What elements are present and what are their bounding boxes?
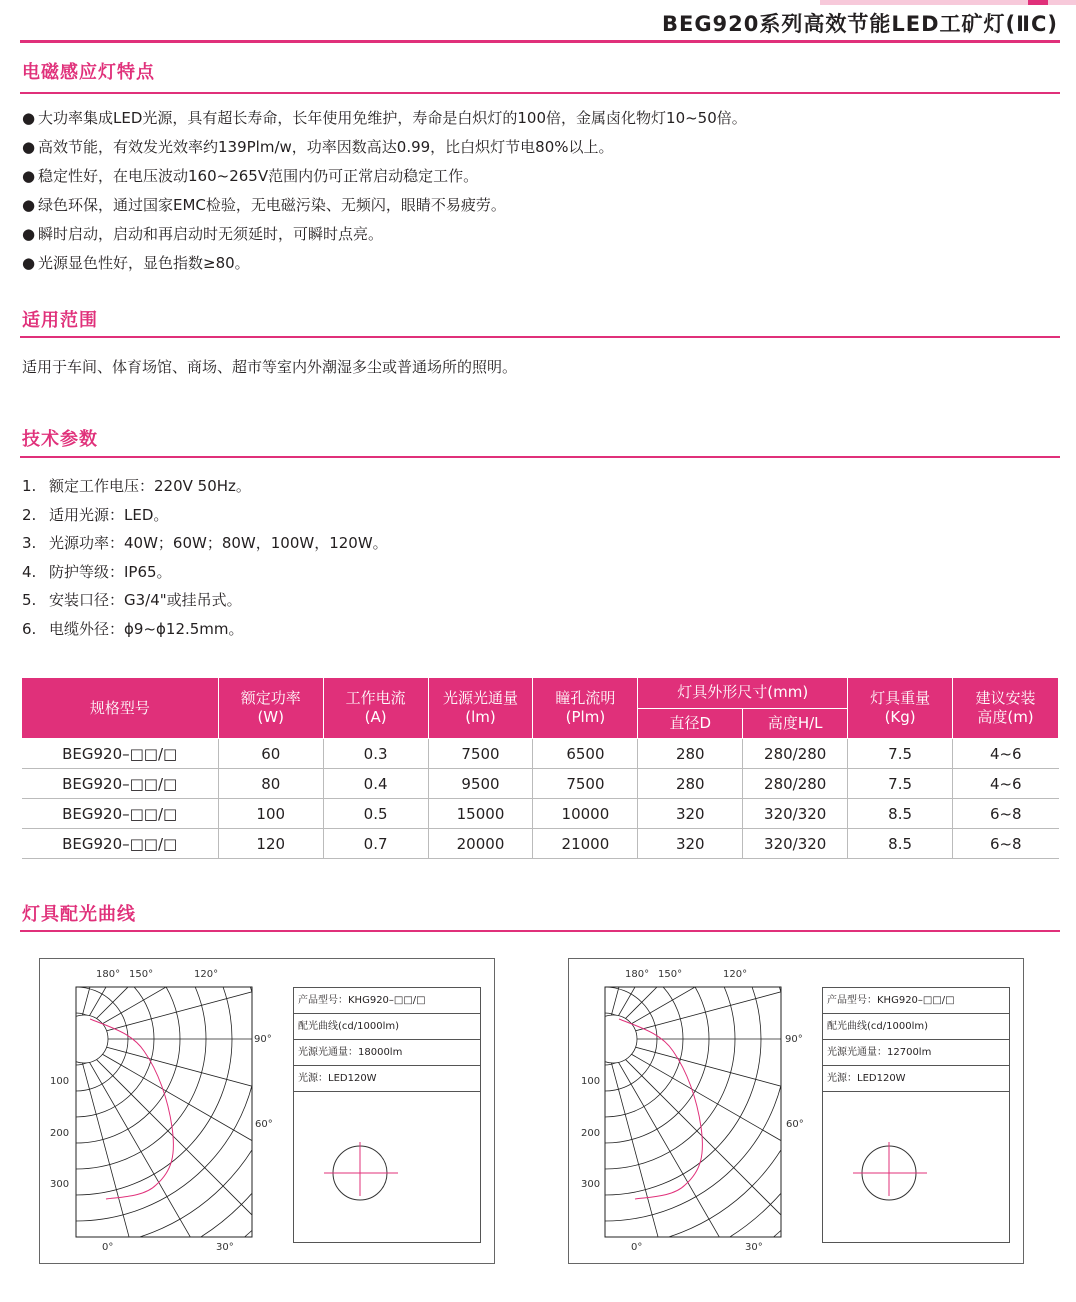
cell-weight: 7.5 bbox=[848, 769, 953, 799]
lamp-symbol-icon bbox=[823, 1092, 1011, 1242]
table-row bbox=[22, 769, 1059, 799]
header-height-label: 建议安装 bbox=[975, 689, 1036, 707]
angle-label-60: 60° bbox=[786, 1119, 804, 1130]
radial-label-200: 200 bbox=[50, 1128, 70, 1139]
feature-item bbox=[22, 162, 747, 191]
cell-current: 0.5 bbox=[323, 799, 428, 829]
param-text: 额定工作电压：220V 50Hz。 bbox=[49, 477, 251, 495]
cell-dim-d: 320 bbox=[638, 829, 743, 859]
param-text: 光源功率：40W；60W；80W，100W，120W。 bbox=[49, 534, 388, 553]
header-power bbox=[218, 678, 323, 739]
header-current-label: 工作电流 bbox=[345, 689, 406, 707]
grid-hub bbox=[60, 1015, 108, 1063]
cell-power: 100 bbox=[218, 799, 323, 829]
curves-heading: 灯具配光曲线 bbox=[22, 904, 136, 925]
angle-label-90: 90° bbox=[254, 1034, 272, 1045]
param-number: 1. bbox=[22, 477, 37, 495]
bullet-icon: ● bbox=[22, 167, 36, 185]
grid-spoke bbox=[605, 1039, 760, 1265]
cell-dim-d: 280 bbox=[638, 769, 743, 799]
radial-label-200: 200 bbox=[581, 1128, 601, 1139]
info-flux: 光源光通量：12700lm bbox=[823, 1040, 1009, 1066]
angle-label-0: 0° bbox=[102, 1242, 114, 1253]
table-row bbox=[22, 799, 1059, 829]
header-weight bbox=[848, 678, 953, 739]
scope-divider bbox=[20, 336, 1060, 338]
angle-label-180: 180° bbox=[96, 969, 121, 980]
info-source: 光源：LED120W bbox=[294, 1066, 480, 1092]
info-curve: 配光曲线(cd/1000lm) bbox=[823, 1014, 1009, 1040]
param-item bbox=[22, 586, 388, 615]
lamp-symbol-area bbox=[823, 1092, 1009, 1242]
page-title: BEG920系列高效节能LED工矿灯(ⅡC) bbox=[661, 12, 1058, 36]
angle-label-30: 30° bbox=[745, 1242, 763, 1253]
params-heading: 技术参数 bbox=[22, 429, 98, 450]
param-text: 电缆外径：ϕ9~ϕ12.5mm。 bbox=[49, 619, 244, 638]
params-list bbox=[22, 472, 388, 644]
feature-item bbox=[22, 220, 747, 249]
cell-dim-h: 320/320 bbox=[743, 799, 848, 829]
cell-power: 120 bbox=[218, 829, 323, 859]
cell-height: 6~8 bbox=[953, 829, 1059, 859]
header-height-unit: 高度(m) bbox=[977, 708, 1034, 726]
features-divider bbox=[20, 92, 1060, 94]
header-dim-d: 直径D bbox=[638, 708, 743, 739]
top-accent-mark bbox=[1028, 0, 1048, 5]
cell-weight: 8.5 bbox=[848, 829, 953, 859]
scope-text: 适用于车间、体育场馆、商场、超市等室内外潮湿多尘或普通场所的照明。 bbox=[22, 358, 518, 376]
cell-current: 0.3 bbox=[323, 739, 428, 769]
lamp-symbol-area bbox=[294, 1092, 480, 1242]
feature-text: 高效节能，有效发光效率约139Plm/w，功率因数高达0.99，比白炽灯节电80%以上。 bbox=[38, 138, 614, 156]
feature-text: 光源显色性好，显色指数≥80。 bbox=[38, 254, 250, 272]
param-number: 5. bbox=[22, 591, 37, 610]
cell-current: 0.4 bbox=[323, 769, 428, 799]
header-pupil-unit: (Plm) bbox=[565, 708, 606, 726]
header-flux bbox=[428, 678, 533, 739]
angle-label-150: 150° bbox=[658, 969, 683, 980]
cell-weight: 8.5 bbox=[848, 799, 953, 829]
header-current-unit: (A) bbox=[364, 708, 387, 726]
info-flux: 光源光通量：18000lm bbox=[294, 1040, 480, 1066]
param-item bbox=[22, 615, 388, 644]
bullet-icon: ● bbox=[22, 109, 36, 127]
header-weight-unit: (Kg) bbox=[884, 708, 916, 726]
cell-height: 4~6 bbox=[953, 769, 1059, 799]
header-weight-label: 灯具重量 bbox=[870, 689, 931, 707]
radial-label-100: 100 bbox=[50, 1076, 70, 1087]
bullet-icon: ● bbox=[22, 254, 36, 272]
cell-flux: 7500 bbox=[428, 739, 533, 769]
light-distribution-chart bbox=[568, 958, 1024, 1264]
grid-circle bbox=[569, 959, 787, 1221]
spec-table bbox=[21, 677, 1059, 859]
grid-circle bbox=[40, 959, 258, 1221]
grid-circle bbox=[569, 959, 839, 1265]
grid-circle bbox=[40, 959, 336, 1265]
cell-dim-h: 280/280 bbox=[743, 769, 848, 799]
cell-dim-d: 280 bbox=[638, 739, 743, 769]
cell-dim-h: 320/320 bbox=[743, 829, 848, 859]
info-model: 产品型号：KHG920–□□/□ bbox=[294, 988, 480, 1014]
cell-pupil: 6500 bbox=[533, 739, 638, 769]
radial-label-300: 300 bbox=[50, 1179, 70, 1190]
angle-label-150: 150° bbox=[129, 969, 154, 980]
table-row bbox=[22, 829, 1059, 859]
header-current bbox=[323, 678, 428, 739]
param-item bbox=[22, 472, 388, 501]
feature-item bbox=[22, 133, 747, 162]
info-curve: 配光曲线(cd/1000lm) bbox=[294, 1014, 480, 1040]
radial-label-300: 300 bbox=[581, 1179, 601, 1190]
scope-heading: 适用范围 bbox=[22, 310, 98, 331]
header-dims: 灯具外形尺寸(mm) bbox=[638, 678, 848, 709]
param-number: 3. bbox=[22, 534, 37, 553]
cell-dim-h: 280/280 bbox=[743, 739, 848, 769]
cell-model: BEG920–□□/□ bbox=[22, 769, 219, 799]
header-pupil bbox=[533, 678, 638, 739]
info-source: 光源：LED120W bbox=[823, 1066, 1009, 1092]
cell-flux: 9500 bbox=[428, 769, 533, 799]
curves-divider bbox=[20, 930, 1060, 932]
cell-dim-d: 320 bbox=[638, 799, 743, 829]
cell-flux: 15000 bbox=[428, 799, 533, 829]
grid-spoke bbox=[76, 1039, 231, 1265]
angle-label-0: 0° bbox=[631, 1242, 643, 1253]
param-number: 6. bbox=[22, 619, 37, 638]
feature-text: 绿色环保，通过国家EMC检验，无电磁污染、无频闪，眼睛不易疲劳。 bbox=[38, 196, 506, 214]
angle-label-120: 120° bbox=[194, 969, 219, 980]
grid-circle bbox=[40, 959, 284, 1247]
chart-info-table bbox=[293, 987, 481, 1243]
param-text: 安装口径：G3/4"或挂吊式。 bbox=[49, 591, 242, 610]
title-divider bbox=[20, 40, 1060, 43]
info-model: 产品型号：KHG920–□□/□ bbox=[823, 988, 1009, 1014]
cell-weight: 7.5 bbox=[848, 739, 953, 769]
lamp-symbol-icon bbox=[294, 1092, 482, 1242]
feature-text: 瞬时启动，启动和再启动时无须延时，可瞬时点亮。 bbox=[38, 225, 384, 243]
param-text: 防护等级：IP65。 bbox=[49, 562, 172, 581]
chart-info-table bbox=[822, 987, 1010, 1243]
header-dim-h: 高度H/L bbox=[743, 708, 848, 739]
angle-label-120: 120° bbox=[723, 969, 748, 980]
header-flux-unit: (lm) bbox=[465, 708, 496, 726]
radial-label-100: 100 bbox=[581, 1076, 601, 1087]
bullet-icon: ● bbox=[22, 138, 36, 156]
param-text: 适用光源：LED。 bbox=[49, 505, 169, 524]
grid-circle bbox=[569, 959, 865, 1265]
cell-pupil: 10000 bbox=[533, 799, 638, 829]
cell-height: 6~8 bbox=[953, 799, 1059, 829]
feature-item bbox=[22, 249, 747, 278]
header-height bbox=[953, 678, 1059, 739]
angle-label-90: 90° bbox=[785, 1034, 803, 1045]
header-flux-label: 光源光通量 bbox=[442, 689, 518, 707]
cell-flux: 20000 bbox=[428, 829, 533, 859]
param-item bbox=[22, 501, 388, 530]
feature-item bbox=[22, 191, 747, 220]
cell-pupil: 21000 bbox=[533, 829, 638, 859]
params-divider bbox=[20, 456, 1060, 458]
features-heading: 电磁感应灯特点 bbox=[22, 62, 155, 83]
cell-model: BEG920–□□/□ bbox=[22, 829, 219, 859]
light-distribution-chart bbox=[39, 958, 495, 1264]
grid-hub bbox=[589, 1015, 637, 1063]
cell-height: 4~6 bbox=[953, 739, 1059, 769]
angle-label-180: 180° bbox=[625, 969, 650, 980]
table-row bbox=[22, 739, 1059, 769]
angle-label-30: 30° bbox=[216, 1242, 234, 1253]
top-accent-bar bbox=[820, 0, 1076, 5]
param-item bbox=[22, 558, 388, 587]
header-power-unit: (W) bbox=[257, 708, 284, 726]
cell-current: 0.7 bbox=[323, 829, 428, 859]
feature-item bbox=[22, 104, 747, 133]
grid-circle bbox=[569, 959, 813, 1247]
header-pupil-label: 瞳孔流明 bbox=[555, 689, 616, 707]
param-number: 2. bbox=[22, 505, 37, 524]
cell-pupil: 7500 bbox=[533, 769, 638, 799]
header-model: 规格型号 bbox=[22, 678, 219, 739]
cell-model: BEG920–□□/□ bbox=[22, 739, 219, 769]
grid-circle bbox=[40, 959, 310, 1265]
angle-label-60: 60° bbox=[255, 1119, 273, 1130]
cell-power: 80 bbox=[218, 769, 323, 799]
param-number: 4. bbox=[22, 562, 37, 581]
bullet-icon: ● bbox=[22, 196, 36, 214]
param-item bbox=[22, 529, 388, 558]
cell-model: BEG920–□□/□ bbox=[22, 799, 219, 829]
feature-text: 稳定性好，在电压波动160~265V范围内仍可正常启动稳定工作。 bbox=[38, 167, 479, 185]
header-power-label: 额定功率 bbox=[240, 689, 301, 707]
cell-power: 60 bbox=[218, 739, 323, 769]
features-list bbox=[22, 104, 747, 278]
bullet-icon: ● bbox=[22, 225, 36, 243]
feature-text: 大功率集成LED光源，具有超长寿命，长年使用免维护，寿命是白炽灯的100倍，金属卤化物灯10~50倍。 bbox=[38, 109, 747, 127]
